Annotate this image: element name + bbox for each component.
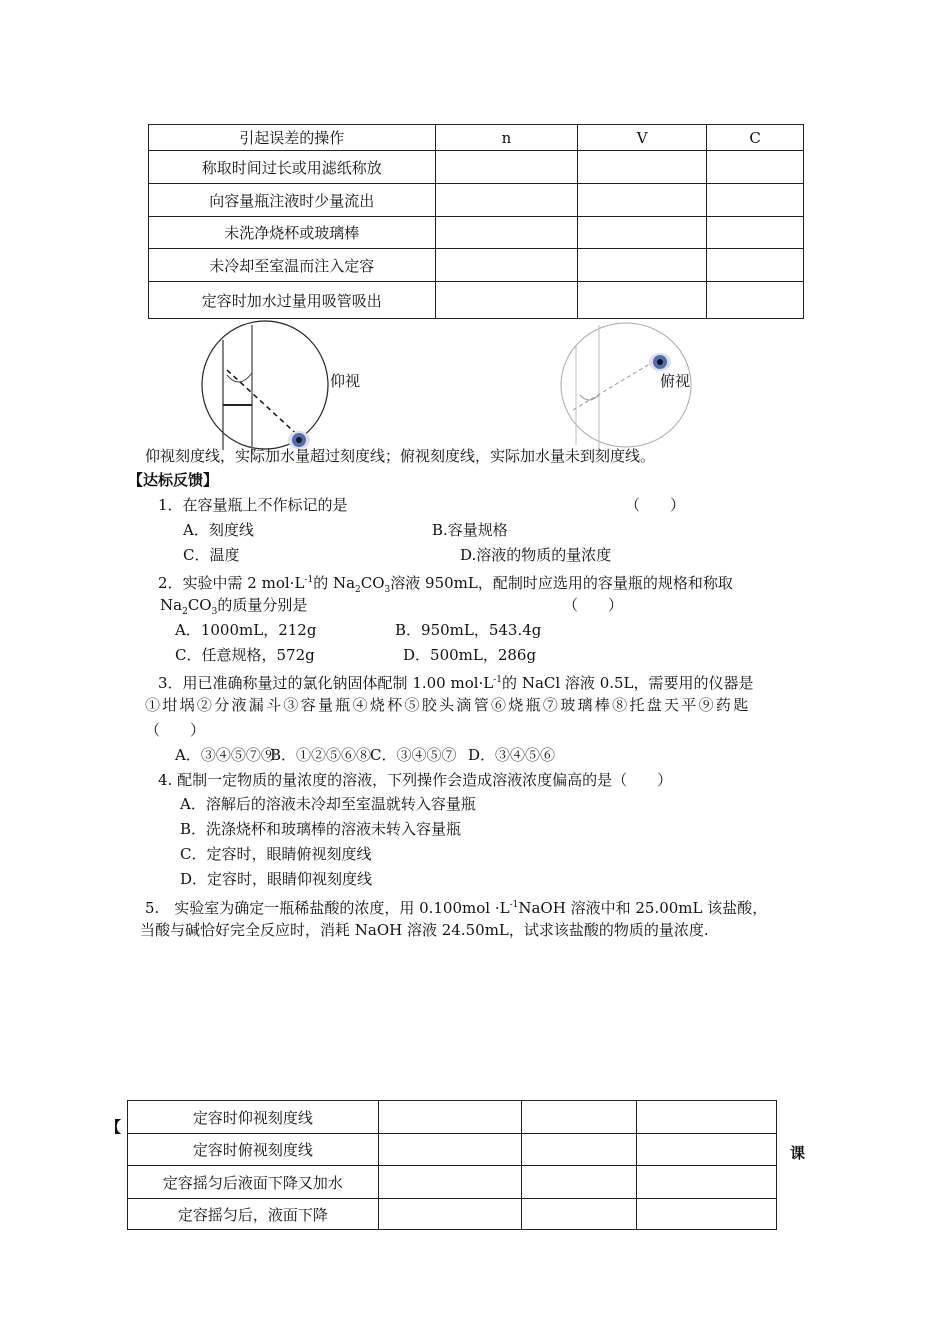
side-char: 课 [790, 1144, 806, 1162]
q1-option-b: B.容量规格 [432, 521, 508, 539]
header-c: C [707, 125, 804, 151]
q1-option-a: A．刻度线 [183, 521, 254, 539]
header-n: n [435, 125, 578, 151]
q5-stem-line2: 当酸与碱恰好完全反应时，消耗 NaOH 溶液 24.50mL，试求该盐酸的物质的量浓度. [140, 921, 709, 939]
table-row: 定容摇匀后，液面下降 [128, 1199, 379, 1230]
q1-option-d: D.溶液的物质的量浓度 [460, 546, 612, 564]
downward-view-label: 俯视 [660, 372, 691, 390]
upward-view-label: 仰视 [330, 372, 361, 390]
q3-answer-paren: （ ） [145, 721, 206, 739]
upward-view-diagram [195, 315, 335, 460]
q2-stem: 2．实验中需 2 $mol\cdot L^{-1}$的 $Na_2CO_3$溶液 950mL，配制时应选用的容量瓶的规格和称取 [158, 574, 733, 595]
header-v: V [578, 125, 707, 151]
q3-option-b: B．①②⑤⑥⑧ [270, 746, 372, 764]
q2-option-d: D．500mL，286g [403, 646, 537, 664]
q2-option-a: A．1000mL，212g [175, 621, 317, 639]
eye-icon [649, 353, 671, 371]
summary-text: 仰视刻度线，实际加水量超过刻度线；俯视刻度线，实际加水量未到刻度线。 [145, 447, 656, 465]
q3-option-a: A．③④⑤⑦⑨ [175, 746, 276, 764]
q2-option-b: B．950mL，543.4g [395, 621, 542, 639]
q4-stem: 4. 配制一定物质的量浓度的溶液，下列操作会造成溶液浓度偏高的是（ ） [158, 771, 673, 789]
q3-stem: 3．用已准确称量过的氯化钠固体配制 1.00 $mol\cdot L^{-1}$的 NaCl 溶液 0.5L，需要用的仪器是 [158, 674, 754, 692]
table-row: 向容量瓶注液时少量流出 [149, 184, 436, 217]
table-row: 定容时仰视刻度线 [128, 1101, 379, 1134]
q3-option-c: C．③④⑤⑦ [370, 746, 457, 764]
table-row: 定容时俯视刻度线 [128, 1134, 379, 1166]
q1-stem: 1．在容量瓶上不作标记的是 [158, 496, 348, 514]
error-analysis-table [148, 124, 804, 319]
q1-answer-paren: （ ） [625, 496, 686, 514]
q4-option-b: B．洗涤烧杯和玻璃棒的溶液未转入容量瓶 [180, 820, 462, 838]
table-row: 定容摇匀后液面下降又加水 [128, 1166, 379, 1199]
bracket-left: 【 [106, 1118, 122, 1136]
table-row: 定容时加水过量用吸管吸出 [149, 282, 436, 319]
q4-option-c: C．定容时，眼睛俯视刻度线 [180, 845, 372, 863]
table-row: 未洗净烧杯或玻璃棒 [149, 217, 436, 249]
table-row: 未冷却至室温而注入定容 [149, 249, 436, 282]
q3-instruments: ①坩埚②分液漏斗③容量瓶④烧杯⑤胶头滴管⑥烧瓶⑦玻璃棒⑧托盘天平⑨药匙 [145, 696, 751, 714]
section-title: 【达标反馈】 [128, 471, 219, 489]
q1-option-c: C．温度 [183, 546, 240, 564]
q3-option-d: D．③④⑤⑥ [468, 746, 556, 764]
q2-stem-line2: $Na_2CO_3$的质量分别是 [160, 596, 308, 617]
q2-answer-paren: （ ） [563, 596, 624, 614]
volume-error-table [127, 1100, 777, 1230]
q4-option-a: A．溶解后的溶液未冷却至室温就转入容量瓶 [180, 795, 476, 813]
q4-option-d: D．定容时，眼睛仰视刻度线 [180, 870, 373, 888]
q5-stem: 5. 实验室为确定一瓶稀盐酸的浓度，用 $0.100mol \cdot L^{-1}NaOH$ 溶液中和 25.00mL 该盐酸， [145, 899, 768, 917]
header-operation: 引起误差的操作 [149, 125, 436, 151]
table-row: 称取时间过长或用滤纸称放 [149, 151, 436, 184]
q2-option-c: C．任意规格，572g [175, 646, 315, 664]
